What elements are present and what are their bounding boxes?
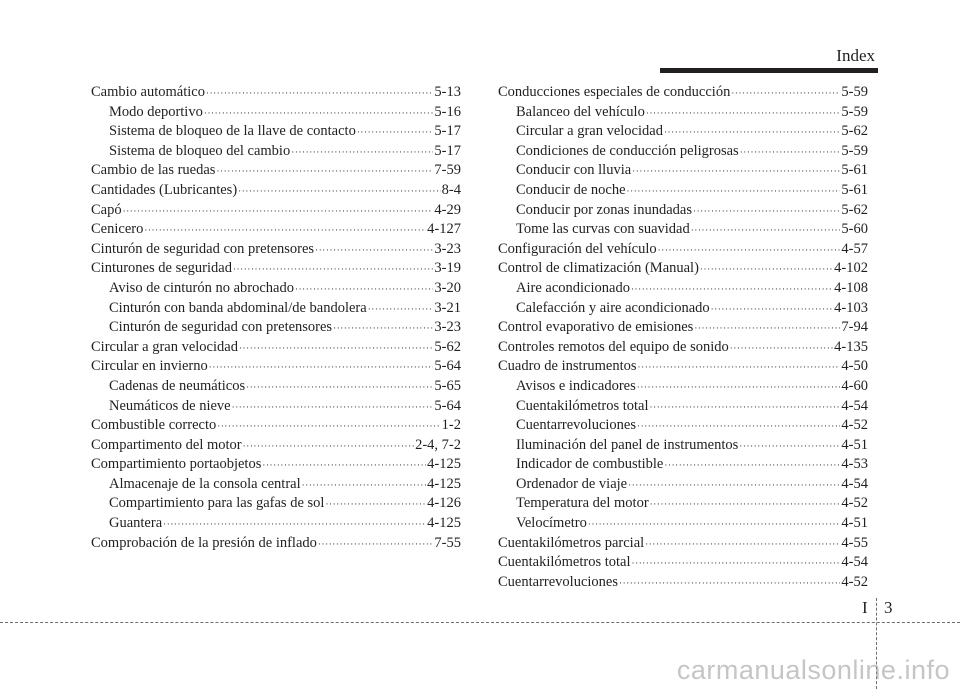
entry-page-ref: 4-52 [841, 417, 868, 434]
entry-page-ref: 4-51 [841, 436, 868, 453]
entry-page-ref: 5-59 [841, 84, 868, 100]
dot-leader [664, 123, 840, 142]
entry-label: Iluminación del panel de instrumentos [516, 436, 739, 453]
index-subentry [498, 279, 868, 299]
index-subentry [91, 377, 461, 397]
index-subentry [91, 299, 461, 319]
dot-leader [588, 515, 841, 534]
entry-label: Circular a gran velocidad [516, 123, 663, 140]
entry-page-ref: 5-59 [841, 142, 868, 159]
index-entry [91, 201, 461, 221]
index-subentry [498, 455, 868, 475]
entry-page-ref: 4-125 [427, 475, 461, 492]
index-subentry [498, 122, 868, 142]
index-entry [91, 83, 461, 103]
entry-label: Combustible correcto [91, 417, 217, 434]
entry-page-ref: 4-102 [834, 260, 868, 277]
dot-leader [262, 456, 426, 475]
entry-label: Circular en invierno [91, 358, 208, 375]
dot-leader [711, 300, 834, 319]
entry-page-ref: 3-20 [434, 279, 461, 296]
dot-leader [628, 476, 840, 495]
entry-page-ref: 3-23 [434, 319, 461, 336]
index-subentry [91, 397, 461, 417]
entry-label: Almacenaje de la consola central [109, 475, 301, 492]
index-entry [91, 240, 461, 260]
entry-label: Circular a gran velocidad [91, 338, 238, 355]
dot-leader [232, 398, 434, 417]
entry-label: Cadenas de neumáticos [109, 377, 246, 394]
dot-leader [637, 417, 840, 436]
entry-page-ref: 5-62 [841, 201, 868, 218]
dot-leader [217, 417, 440, 436]
entry-page-ref: 5-62 [841, 123, 868, 140]
entry-page-ref: 5-64 [434, 358, 461, 375]
index-subentry [91, 103, 461, 123]
index-subentry [91, 494, 461, 514]
entry-page-ref: 3-21 [434, 299, 461, 316]
section-letter: I [862, 598, 868, 617]
entry-label: Capó [91, 201, 122, 218]
index-subentry [91, 318, 461, 338]
index-subentry [91, 475, 461, 495]
entry-page-ref: 4-53 [841, 456, 868, 473]
dot-leader [691, 221, 841, 240]
dot-leader [650, 398, 841, 417]
entry-page-ref: 5-64 [434, 397, 461, 414]
entry-page-ref: 7-55 [434, 534, 461, 551]
entry-page-ref: 4-54 [841, 475, 868, 492]
entry-page-ref: 5-61 [841, 181, 868, 198]
entry-page-ref: 5-59 [841, 103, 868, 120]
index-entry [91, 220, 461, 240]
entry-page-ref: 4-60 [841, 377, 868, 394]
index-entry [91, 455, 461, 475]
index-entry [498, 534, 868, 554]
footer-divider [0, 622, 960, 623]
dot-leader [239, 339, 433, 358]
dot-leader [658, 241, 841, 260]
entry-label: Sistema de bloqueo de la llave de contacto [109, 123, 356, 140]
entry-page-ref: 3-23 [434, 240, 461, 257]
entry-label: Condiciones de conducción peligrosas [516, 142, 739, 159]
entry-label: Conducir con lluvia [516, 162, 632, 179]
entry-page-ref: 4-103 [834, 299, 868, 316]
entry-label: Configuración del vehículo [498, 240, 657, 257]
entry-label: Cinturón de seguridad con pretensores [91, 240, 315, 257]
index-subentry [498, 475, 868, 495]
entry-label: Cinturones de seguridad [91, 260, 232, 277]
entry-label: Temperatura del motor [516, 495, 649, 512]
dot-leader [730, 339, 833, 358]
entry-label: Modo deportivo [109, 103, 203, 120]
entry-label: Velocímetro [516, 515, 587, 532]
dot-leader [694, 319, 840, 338]
index-subentry [498, 377, 868, 397]
entry-page-ref: 4-57 [841, 240, 868, 257]
entry-label: Compartimiento portaobjetos [91, 456, 262, 473]
entry-label: Indicador de combustible [516, 456, 664, 473]
dot-leader [646, 104, 841, 123]
index-subentry [498, 299, 868, 319]
entry-page-ref: 4-126 [427, 495, 461, 512]
entry-page-ref: 5-17 [434, 123, 461, 140]
entry-page-ref: 5-60 [841, 221, 868, 238]
entry-page-ref: 5-13 [434, 84, 461, 100]
index-subentry [91, 142, 461, 162]
entry-label: Conducir por zonas inundadas [516, 201, 692, 218]
entry-page-ref: 4-52 [841, 495, 868, 512]
entry-label: Aire acondicionado [516, 279, 630, 296]
entry-label: Cuentarrevoluciones [516, 417, 636, 434]
entry-label: Guantera [109, 515, 163, 532]
index-entry [498, 240, 868, 260]
entry-label: Controles remotos del equipo de sonido [498, 338, 729, 355]
index-subentry [498, 142, 868, 162]
index-entry [91, 416, 461, 436]
entry-page-ref: 8-4 [441, 181, 461, 198]
entry-page-ref: 4-52 [841, 573, 868, 590]
index-subentry [498, 220, 868, 240]
entry-page-ref: 7-59 [434, 162, 461, 179]
entry-label: Cambio automático [91, 84, 205, 100]
index-subentry [498, 397, 868, 417]
dot-leader [631, 280, 833, 299]
dot-leader [357, 123, 434, 142]
index-entry [91, 338, 461, 358]
index-entry [498, 338, 868, 358]
entry-page-ref: 4-50 [841, 358, 868, 375]
dot-leader [645, 535, 840, 554]
dot-leader [632, 554, 841, 573]
index-subentry [498, 181, 868, 201]
entry-page-ref: 2-4, 7-2 [415, 436, 461, 453]
dot-leader [318, 535, 434, 554]
dot-leader [233, 260, 433, 279]
dot-leader [315, 241, 433, 260]
entry-label: Cuentarrevoluciones [498, 573, 618, 590]
entry-label: Cantidades (Lubricantes) [91, 181, 238, 198]
dot-leader [209, 358, 434, 377]
entry-label: Calefacción y aire acondicionado [516, 299, 710, 316]
entry-page-ref: 5-62 [434, 338, 461, 355]
dot-leader [243, 437, 414, 456]
dot-leader [664, 456, 840, 475]
index-subentry [498, 436, 868, 456]
index-subentry [498, 514, 868, 534]
index-entry [91, 534, 461, 554]
dot-leader [206, 84, 433, 103]
page-title: Index [836, 46, 875, 65]
entry-label: Control de climatización (Manual) [498, 260, 699, 277]
index-subentry [91, 279, 461, 299]
index-entry [91, 357, 461, 377]
entry-page-ref: 4-127 [427, 221, 461, 238]
entry-page-ref: 4-54 [841, 554, 868, 571]
entry-page-ref: 4-108 [834, 279, 868, 296]
dot-leader [650, 495, 841, 514]
dot-leader [204, 104, 434, 123]
entry-page-ref: 3-19 [434, 260, 461, 277]
index-subentry [498, 494, 868, 514]
entry-page-ref: 4-29 [434, 201, 461, 218]
dot-leader [632, 162, 840, 181]
entry-page-ref: 1-2 [441, 417, 461, 434]
entry-label: Cuentakilómetros total [516, 397, 649, 414]
dot-leader [123, 202, 434, 221]
index-column-right [498, 83, 868, 592]
dot-leader [302, 476, 427, 495]
entry-page-ref: 5-61 [841, 162, 868, 179]
entry-label: Compartimento del motor [91, 436, 242, 453]
entry-page-ref: 5-65 [434, 377, 461, 394]
watermark: carmanualsonline.info [676, 655, 950, 685]
entry-label: Aviso de cinturón no abrochado [109, 279, 294, 296]
index-entry [91, 436, 461, 456]
dot-leader [291, 143, 433, 162]
dot-leader [731, 84, 840, 103]
dot-leader [693, 202, 840, 221]
dot-leader [739, 437, 840, 456]
entry-label: Tome las curvas con suavidad [516, 221, 690, 238]
index-entry [91, 161, 461, 181]
entry-page-ref: 4-125 [427, 456, 461, 473]
entry-label: Ordenador de viaje [516, 475, 628, 492]
entry-page-ref: 4-54 [841, 397, 868, 414]
entry-page-ref: 4-55 [841, 534, 868, 551]
entry-label: Cambio de las ruedas [91, 162, 216, 179]
dot-leader [619, 574, 840, 593]
entry-label: Cenicero [91, 221, 144, 238]
index-subentry [498, 416, 868, 436]
index-entry [91, 181, 461, 201]
entry-label: Cinturón de seguridad con pretensores [109, 319, 333, 336]
entry-page-ref: 5-17 [434, 142, 461, 159]
dot-leader [238, 182, 441, 201]
entry-label: Compartimiento para las gafas de sol [109, 495, 325, 512]
dot-leader [637, 378, 841, 397]
index-subentry [498, 201, 868, 221]
index-subentry [91, 122, 461, 142]
index-subentry [498, 161, 868, 181]
entry-label: Conducir de noche [516, 181, 626, 198]
index-column-left [91, 83, 461, 553]
index-entry [498, 573, 868, 593]
dot-leader [740, 143, 841, 162]
dot-leader [368, 300, 434, 319]
index-entry [498, 83, 868, 103]
index-entry [91, 259, 461, 279]
entry-label: Cuentakilómetros parcial [498, 534, 645, 551]
entry-label: Cuadro de instrumentos [498, 358, 637, 375]
dot-leader [700, 260, 833, 279]
index-entry [498, 318, 868, 338]
index-subentry [498, 103, 868, 123]
header-rule [660, 68, 878, 73]
entry-label: Sistema de bloqueo del cambio [109, 142, 291, 159]
dot-leader [295, 280, 433, 299]
entry-label: Neumáticos de nieve [109, 397, 231, 414]
entry-label: Avisos e indicadores [516, 377, 636, 394]
entry-page-ref: 5-16 [434, 103, 461, 120]
dot-leader [216, 162, 433, 181]
entry-page-ref: 7-94 [841, 319, 868, 336]
entry-page-ref: 4-135 [834, 338, 868, 355]
dot-leader [163, 515, 426, 534]
index-entry [498, 553, 868, 573]
dot-leader [144, 221, 426, 240]
entry-page-ref: 4-51 [841, 515, 868, 532]
entry-label: Conducciones especiales de conducción [498, 84, 731, 100]
entry-label: Balanceo del vehículo [516, 103, 645, 120]
index-entry [498, 357, 868, 377]
entry-label: Cuentakilómetros total [498, 554, 631, 571]
page-number: 3 [884, 598, 893, 617]
entry-label: Control evaporativo de emisiones [498, 319, 694, 336]
index-entry [498, 259, 868, 279]
dot-leader [627, 182, 841, 201]
dot-leader [333, 319, 433, 338]
entry-page-ref: 4-125 [427, 515, 461, 532]
entry-label: Cinturón con banda abdominal/de bandolera [109, 299, 367, 316]
dot-leader [246, 378, 433, 397]
index-subentry [91, 514, 461, 534]
dot-leader [325, 495, 426, 514]
dot-leader [638, 358, 841, 377]
entry-label: Comprobación de la presión de inflado [91, 534, 317, 551]
